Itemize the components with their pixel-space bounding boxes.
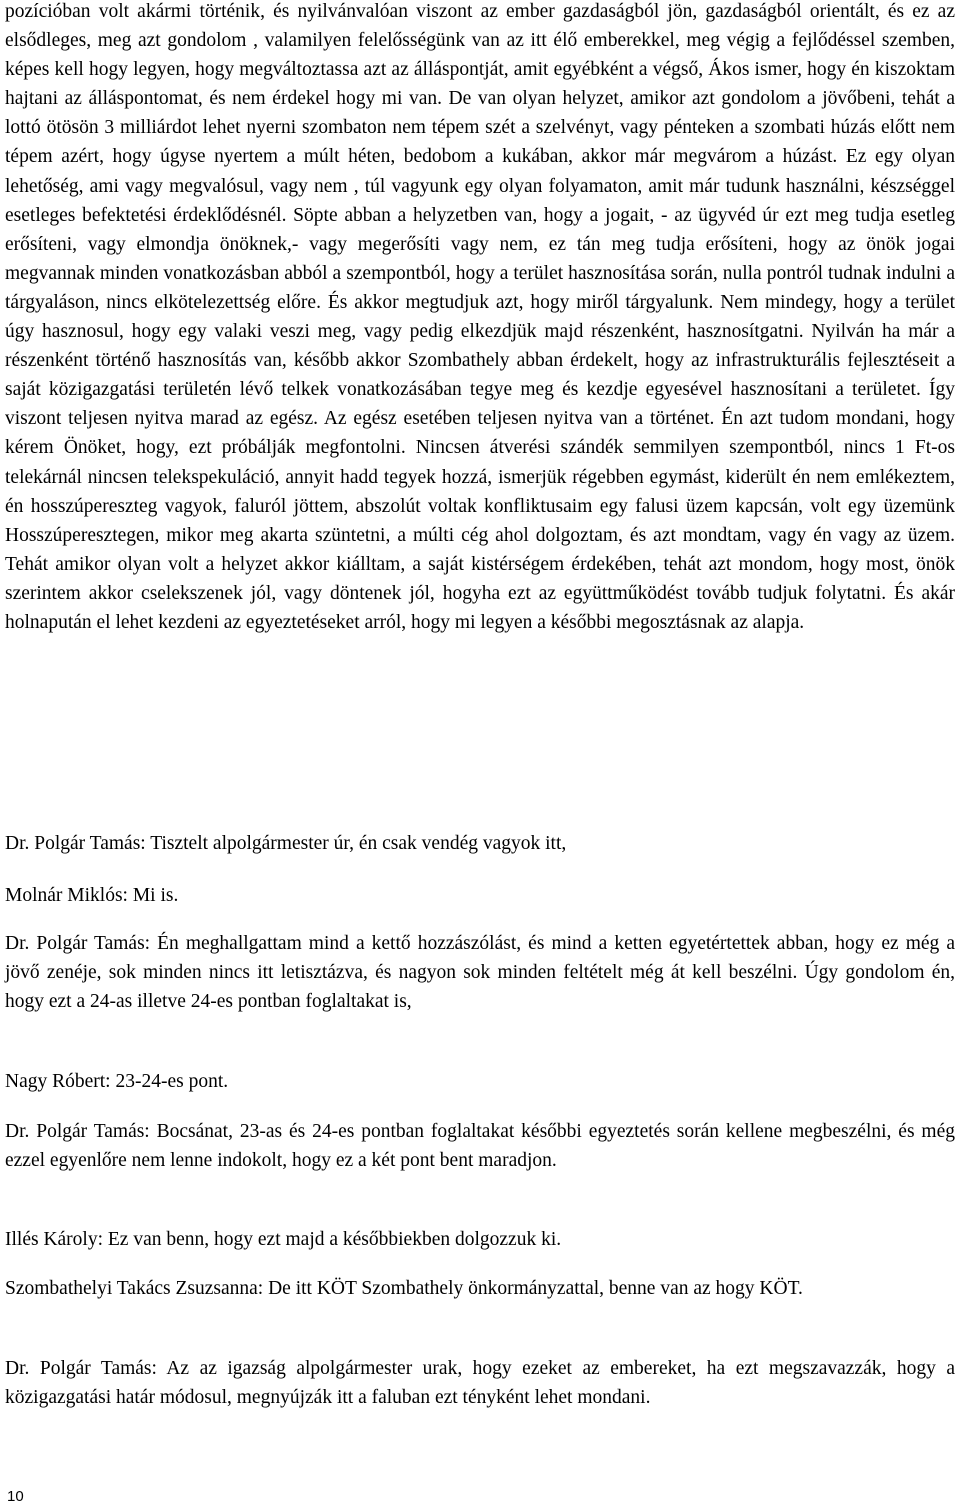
speech-takacs: Szombathelyi Takács Zsuzsanna: De itt KÖT Szombathely önkormányzattal, benne van az hogy KÖT. xyxy=(5,1278,803,1299)
speech-polgar-2: Dr. Polgár Tamás: Én meghallgattam mind a kettő hozzászólást, és mind a ketten egyetértettek abban, hogy ez még a jövő zenéje, sok minden nincs itt letisztázva, és nagyon sok minden feltételt még át kell beszélni. Úgy gondolom én, hogy ezt a 24-as illetve 24-es pontban foglaltakat is, xyxy=(5,933,955,1012)
speech-illes: Illés Károly: Ez van benn, hogy ezt majd a későbbiekben dolgozzuk ki. xyxy=(5,1229,562,1250)
speech-polgar-3: Dr. Polgár Tamás: Bocsánat, 23-as és 24-es pontban foglaltakat későbbi egyeztetés során kellene megbeszélni, és még ezzel egyenlőre nem lenne indokolt, hogy ez a két pont bent maradjon. xyxy=(5,1121,955,1171)
main-paragraph: pozícióban volt akármi történik, és nyilvánvalóan viszont az ember gazdaságból jön, gazdaságból orientált, és ez az elsődleges, meg azt gondolom , valamilyen felelősségünk van az itt élő emberekkel, meg végig a fejlődéssel szemben, képes kell hogy legyen, hogy megváltoztassa azt az álláspontját, amit egyébként a végső, Ákos ismer, hogy én kiszoktam hajtani az álláspontomat, és nem érdekel hogy mi van. De van olyan helyzet, amikor azt gondolom a jövőbeni, tehát a lottó ötösön 3 milliárdot lehet nyerni szombaton nem tépem szét a szelvényt, vagy pénteken a szombati húzás előtt nem tépem azért, hogy úgyse nyertem a múlt héten, bedobom a kukában, akkor már megvárom a húzást. Ez egy olyan lehetőség, ami vagy megvalósul, vagy nem , túl vagyunk egy olyan folyamaton, amit már tudunk használni, készséggel esetleges befektetési érdeklődésnél. Söpte abban a helyzetben van, hogy a jogait, - az ügyvéd úr ezt meg tudja esetleg erősíteni, vagy elmondja önöknek,- vagy megerősíti vagy nem, ez tán meg tudja erősíteni, hogy az önök jogai megvannak minden vonatkozásban abból a szempontból, hogy a terület hasznosítása során, nulla pontról tudnak indulni a tárgyaláson, nincs elkötelezettség előre. És akkor megtudjuk azt, hogy miről tárgyalunk. Nem mindegy, hogy a terület úgy hasznosul, hogy egy valaki veszi meg, vagy pedig elkezdjük majd részenként, hasznosítgatni. Nyilván ha már a részenként történő hasznosítás van, később akkor Szombathely abban érdekelt, hogy az infrastrukturális fejlesztéseit a saját közigazgatási területén lévő telkek vonatkozásában tegye meg és kezdje egyesével hasznosítani a területet. Így viszont teljesen nyitva marad az egész. Az egész esetében teljesen nyitva van a történet. Én azt tudom mondani, hogy kérem Önöket, hogy, ezt próbálják megfontolni. Nincsen átverési szándék semmilyen szempontból, nincs 1 Ft-os telekárnál nincsen telekspekuláció, annyit hadd tegyek hozzá, ismerjük régebben egymást, kiderült én nem emlékeztem, én hosszúpereszteg vagyok, faluról jöttem, abszolút voltak konfliktusaim egy falusi üzem kapcsán, volt egy üzemünk Hosszúperesztegen, mikor meg akarta szüntetni, a múlti cég ahol dolgoztam, és azt mondtam, vagy én vagy az üzem. Tehát amikor olyan volt a helyzet akkor kiálltam, a saját kistérségem érdekében, tehát azt mondom, hogy most, önök szerintem akkor cselekszenek jól, vagy döntenek jól, hogyha ezt az együttműködést tovább tudjuk folytatni. És akár holnapután el lehet kezdeni az egyeztetéseket arról, hogy mi legyen a későbbi megosztásnak az alapja. xyxy=(5,1,955,633)
speech-polgar-1: Dr. Polgár Tamás: Tisztelt alpolgármester úr, én csak vendég vagyok itt, xyxy=(5,833,567,854)
speech-polgar-4: Dr. Polgár Tamás: Az az igazság alpolgármester urak, hogy ezeket az embereket, ha ezt megszavazzák, hogy a közigazgatási határ módosul, megnyújzák itt a faluban ezt tényként lehet mondani. xyxy=(5,1358,955,1408)
speech-nagy: Nagy Róbert: 23-24-es pont. xyxy=(5,1071,229,1092)
speech-molnar: Molnár Miklós: Mi is. xyxy=(5,885,179,906)
page-number: 10 xyxy=(7,1488,24,1505)
